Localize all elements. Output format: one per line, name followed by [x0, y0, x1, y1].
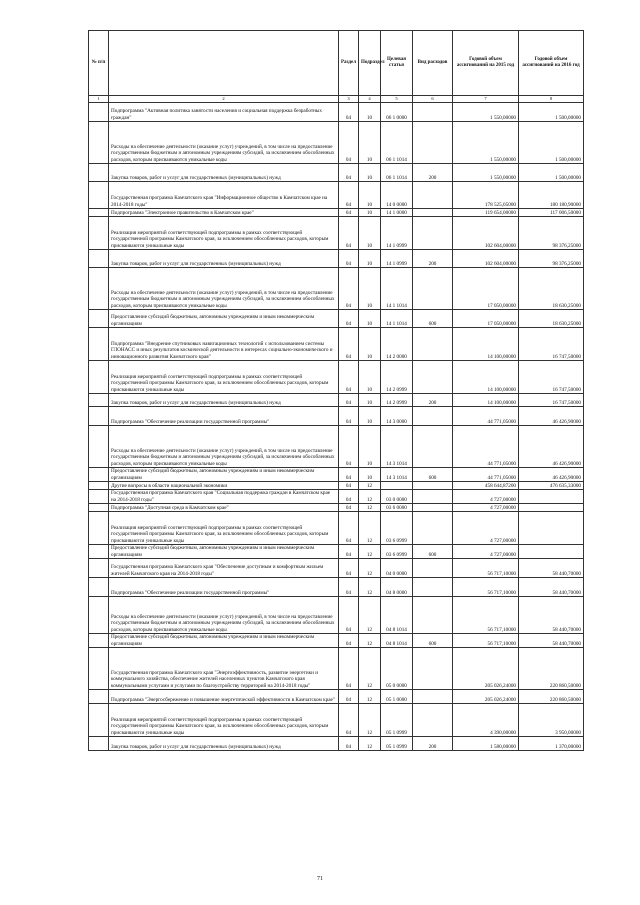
podrazdel-cell: 10 — [359, 407, 381, 426]
expense-type-cell — [413, 407, 453, 426]
header-cell: № п/п — [89, 31, 109, 96]
target-article-cell: 03 6 0999 — [381, 512, 413, 545]
table-body — [89, 103, 584, 751]
row-number-cell — [89, 559, 109, 578]
row-name-cell: Реализация мероприятий соответствующей подпрограммы в рамках соответствующей государственной программы Камчатского края, за исключением обособленных расходов, которым присваиваются уникальные коды — [109, 361, 339, 394]
row-number-cell — [89, 217, 109, 250]
expense-type-cell: 200 — [413, 250, 453, 268]
razdel-cell: 04 — [339, 504, 359, 512]
podrazdel-cell: 10 — [359, 217, 381, 250]
target-article-cell: 04 8 1014 — [381, 634, 413, 648]
table-row — [89, 250, 584, 268]
row-name-cell: Государственная программа Камчатского края "Социальная поддержка граждан в Камчатском крае на 2014-2018 годы" — [109, 490, 339, 504]
amount-2016-cell: 58 440,70000 — [519, 634, 584, 648]
column-number: 6 — [413, 96, 453, 103]
table-row — [89, 648, 584, 690]
amount-2016-cell: 16 747,50000 — [519, 361, 584, 394]
table-row — [89, 490, 584, 504]
razdel-cell: 04 — [339, 545, 359, 559]
podrazdel-cell: 10 — [359, 122, 381, 164]
row-number-cell — [89, 328, 109, 361]
expense-type-cell — [413, 490, 453, 504]
target-article-cell: 14 1 0999 — [381, 217, 413, 250]
amount-2016-cell: 18 630,25000 — [519, 310, 584, 328]
table-row — [89, 704, 584, 737]
podrazdel-cell: 12 — [359, 737, 381, 751]
target-article-cell: 06 1 1014 — [381, 164, 413, 182]
razdel-cell: 04 — [339, 578, 359, 597]
column-number: 1 — [89, 96, 109, 103]
target-article-cell: 14 1 1014 — [381, 268, 413, 310]
razdel-cell: 04 — [339, 182, 359, 209]
amount-2015-cell: 1 550,00000 — [453, 103, 519, 122]
expense-type-cell — [413, 328, 453, 361]
razdel-cell: 04 — [339, 164, 359, 182]
razdel-cell: 04 — [339, 559, 359, 578]
row-number-cell — [89, 407, 109, 426]
row-name-cell: Государственная программа Камчатского края "Информационное общество в Камчатском крае на 2014-2018 годы" — [109, 182, 339, 209]
target-article-cell: 14 3 1014 — [381, 426, 413, 468]
podrazdel-cell: 12 — [359, 690, 381, 704]
target-article-cell: 05 1 0999 — [381, 737, 413, 751]
podrazdel-cell: 12 — [359, 648, 381, 690]
amount-2016-cell: 1 500,00000 — [519, 122, 584, 164]
budget-table-sheet — [88, 30, 583, 751]
amount-2016-cell: 58 440,70000 — [519, 578, 584, 597]
podrazdel-cell: 10 — [359, 268, 381, 310]
row-name-cell: Подпрограмма "Обеспечение реализации государственной программы" — [109, 578, 339, 597]
podrazdel-cell: 10 — [359, 468, 381, 482]
target-article-cell: 03 6 0000 — [381, 504, 413, 512]
column-number: 7 — [453, 96, 519, 103]
table-row — [89, 426, 584, 468]
razdel-cell: 04 — [339, 690, 359, 704]
expense-type-cell — [413, 690, 453, 704]
row-number-cell — [89, 361, 109, 394]
table-row — [89, 217, 584, 250]
header-cell: Целевая статья — [381, 31, 413, 96]
expense-type-cell — [413, 704, 453, 737]
podrazdel-cell: 12 — [359, 578, 381, 597]
row-name-cell: Другие вопросы в области национальной экономики — [109, 482, 339, 490]
razdel-cell: 04 — [339, 737, 359, 751]
amount-2015-cell: 1 580,00000 — [453, 737, 519, 751]
amount-2015-cell: 1 550,00000 — [453, 164, 519, 182]
row-number-cell — [89, 122, 109, 164]
expense-type-cell — [413, 217, 453, 250]
target-article-cell: 14 3 0000 — [381, 407, 413, 426]
amount-2015-cell: 44 771,05000 — [453, 407, 519, 426]
amount-2016-cell: 46 426,90000 — [519, 468, 584, 482]
podrazdel-cell: 10 — [359, 426, 381, 468]
amount-2015-cell: 102 604,00000 — [453, 250, 519, 268]
expense-type-cell: 600 — [413, 310, 453, 328]
amount-2015-cell: 4 727,00000 — [453, 512, 519, 545]
row-name-cell: Закупка товаров, работ и услуг для государственных (муниципальных) нужд — [109, 394, 339, 407]
amount-2016-cell — [519, 545, 584, 559]
budget-table — [88, 30, 584, 751]
row-number-cell — [89, 426, 109, 468]
expense-type-cell: 200 — [413, 737, 453, 751]
table-row — [89, 103, 584, 122]
amount-2016-cell: 46 426,90000 — [519, 426, 584, 468]
row-name-cell: Подпрограмма "Доступная среда в Камчатском крае" — [109, 504, 339, 512]
table-row — [89, 545, 584, 559]
amount-2016-cell: 1 370,00000 — [519, 737, 584, 751]
target-article-cell: 14 1 0999 — [381, 250, 413, 268]
amount-2016-cell: 46 426,90000 — [519, 407, 584, 426]
row-name-cell: Закупка товаров, работ и услуг для государственных (муниципальных) нужд — [109, 164, 339, 182]
expense-type-cell — [413, 559, 453, 578]
row-number-cell — [89, 103, 109, 122]
razdel-cell: 04 — [339, 648, 359, 690]
target-article-cell: 06 1 0000 — [381, 103, 413, 122]
amount-2016-cell: 1 500,00000 — [519, 103, 584, 122]
razdel-cell: 04 — [339, 482, 359, 490]
amount-2015-cell: 44 771,05000 — [453, 426, 519, 468]
amount-2015-cell: 4 727,00000 — [453, 504, 519, 512]
column-number: 8 — [519, 96, 584, 103]
table-row — [89, 578, 584, 597]
razdel-cell: 04 — [339, 250, 359, 268]
column-number: 2 — [109, 96, 339, 103]
amount-2016-cell: 3 950,00000 — [519, 704, 584, 737]
amount-2016-cell: 1 500,00000 — [519, 164, 584, 182]
amount-2015-cell: 17 050,00000 — [453, 268, 519, 310]
row-number-cell — [89, 490, 109, 504]
row-number-cell — [89, 648, 109, 690]
amount-2015-cell: 102 604,00000 — [453, 217, 519, 250]
expense-type-cell — [413, 504, 453, 512]
target-article-cell: 14 2 0999 — [381, 361, 413, 394]
row-number-cell — [89, 164, 109, 182]
target-article-cell: 05 1 0000 — [381, 690, 413, 704]
expense-type-cell: 600 — [413, 634, 453, 648]
target-article-cell: 04 0 0000 — [381, 559, 413, 578]
amount-2015-cell: 458 644,87200 — [453, 482, 519, 490]
razdel-cell: 04 — [339, 103, 359, 122]
row-name-cell: Реализация мероприятий соответствующей подпрограммы в рамках соответствующей государственной программы Камчатского края, за исключением обособленных расходов, которым присваиваются уникальные коды — [109, 704, 339, 737]
podrazdel-cell: 10 — [359, 310, 381, 328]
target-article-cell: 14 3 1014 — [381, 468, 413, 482]
expense-type-cell: 600 — [413, 468, 453, 482]
podrazdel-cell: 10 — [359, 250, 381, 268]
amount-2016-cell: 98 376,25000 — [519, 250, 584, 268]
table-row — [89, 504, 584, 512]
table-row — [89, 512, 584, 545]
razdel-cell: 04 — [339, 217, 359, 250]
target-article-cell: 05 0 0000 — [381, 648, 413, 690]
podrazdel-cell: 12 — [359, 504, 381, 512]
row-name-cell: Расходы на обеспечение деятельности (оказание услуг) учреждений, в том числе на предоставление государственным бюджетным и автономным учреждениям субсидий, за исключением обособленных расходов, которым присваиваются уникальные коды — [109, 426, 339, 468]
podrazdel-cell: 10 — [359, 103, 381, 122]
amount-2015-cell: 14 100,00000 — [453, 328, 519, 361]
amount-2016-cell: 16 747,50000 — [519, 328, 584, 361]
row-number-cell — [89, 504, 109, 512]
razdel-cell: 04 — [339, 268, 359, 310]
row-number-cell — [89, 704, 109, 737]
page-number: 71 — [317, 876, 323, 882]
expense-type-cell — [413, 209, 453, 217]
expense-type-cell — [413, 578, 453, 597]
row-name-cell: Закупка товаров, работ и услуг для государственных (муниципальных) нужд — [109, 250, 339, 268]
row-number-cell — [89, 482, 109, 490]
razdel-cell: 04 — [339, 209, 359, 217]
expense-type-cell — [413, 512, 453, 545]
target-article-cell: 14 2 0000 — [381, 328, 413, 361]
amount-2015-cell: 4 727,00000 — [453, 545, 519, 559]
target-article-cell: 06 1 1014 — [381, 122, 413, 164]
amount-2015-cell: 205 026,24000 — [453, 648, 519, 690]
row-number-cell — [89, 468, 109, 482]
expense-type-cell — [413, 103, 453, 122]
podrazdel-cell: 12 — [359, 597, 381, 634]
row-name-cell: Расходы на обеспечение деятельности (оказание услуг) учреждений, в том числе на предоставление государственным бюджетным и автономным учреждениям субсидий, за исключением обособленных расходов, которым присваиваются уникальные коды — [109, 122, 339, 164]
razdel-cell: 04 — [339, 634, 359, 648]
amount-2016-cell — [519, 512, 584, 545]
target-article-cell: 14 2 0999 — [381, 394, 413, 407]
amount-2015-cell: 56 717,10000 — [453, 578, 519, 597]
row-name-cell: Расходы на обеспечение деятельности (оказание услуг) учреждений, в том числе на предоставление государственным бюджетным и автономным учреждениям субсидий, за исключением обособленных расходов, которым присваиваются уникальные коды — [109, 268, 339, 310]
row-name-cell: Предоставление субсидий бюджетным, автономным учреждениям и иным некоммерческим организациям — [109, 634, 339, 648]
row-number-cell — [89, 545, 109, 559]
amount-2015-cell: 205 026,24000 — [453, 690, 519, 704]
podrazdel-cell: 12 — [359, 490, 381, 504]
table-row — [89, 122, 584, 164]
row-number-cell — [89, 634, 109, 648]
header-cell: Годовой объем ассигнований на 2016 год — [519, 31, 584, 96]
razdel-cell: 04 — [339, 597, 359, 634]
expense-type-cell — [413, 361, 453, 394]
expense-type-cell — [413, 648, 453, 690]
table-row — [89, 164, 584, 182]
column-number: 3 — [339, 96, 359, 103]
razdel-cell: 04 — [339, 310, 359, 328]
podrazdel-cell: 12 — [359, 634, 381, 648]
row-number-cell — [89, 737, 109, 751]
row-name-cell: Подпрограмма "Энергосбережение и повышение энергетической эффективности в Камчатском крае" — [109, 690, 339, 704]
podrazdel-cell: 10 — [359, 164, 381, 182]
table-row — [89, 361, 584, 394]
expense-type-cell: 600 — [413, 545, 453, 559]
row-name-cell: Предоставление субсидий бюджетным, автономным учреждениям и иным некоммерческим организациям — [109, 310, 339, 328]
amount-2015-cell: 119 654,00000 — [453, 209, 519, 217]
row-number-cell — [89, 690, 109, 704]
target-article-cell: 03 0 0000 — [381, 490, 413, 504]
amount-2015-cell: 56 717,10000 — [453, 559, 519, 578]
expense-type-cell: 200 — [413, 164, 453, 182]
table-row — [89, 182, 584, 209]
row-name-cell: Государственная программа Камчатского края "Энергоэффективность, развитие энергетики и коммунального хозяйства, обеспечение жителей населенных пунктов Камчатского края коммунальными услугами и услугами по благоустройству территорий на 2014-2018 годы" — [109, 648, 339, 690]
amount-2015-cell: 56 717,10000 — [453, 597, 519, 634]
target-article-cell: 03 6 0999 — [381, 545, 413, 559]
amount-2016-cell: 16 747,50000 — [519, 394, 584, 407]
razdel-cell: 04 — [339, 122, 359, 164]
amount-2015-cell: 44 771,05000 — [453, 468, 519, 482]
amount-2015-cell: 4 727,00000 — [453, 490, 519, 504]
amount-2015-cell: 56 717,10000 — [453, 634, 519, 648]
header-cell: Подраздел — [359, 31, 381, 96]
row-name-cell: Расходы на обеспечение деятельности (оказание услуг) учреждений, в том числе на предоставление государственным бюджетным и автономным учреждениям субсидий, за исключением обособленных расходов, которым присваиваются уникальные коды — [109, 597, 339, 634]
amount-2016-cell — [519, 504, 584, 512]
table-row — [89, 407, 584, 426]
razdel-cell: 04 — [339, 490, 359, 504]
podrazdel-cell: 10 — [359, 209, 381, 217]
amount-2015-cell: 1 550,00000 — [453, 122, 519, 164]
amount-2015-cell: 14 100,00000 — [453, 394, 519, 407]
row-name-cell: Государственная программа Камчатского края "Обеспечение доступным и комфортным жильем жителей Камчатского края на 2014-2018 годы" — [109, 559, 339, 578]
expense-type-cell — [413, 122, 453, 164]
podrazdel-cell: 12 — [359, 512, 381, 545]
razdel-cell: 04 — [339, 512, 359, 545]
podrazdel-cell: 10 — [359, 328, 381, 361]
razdel-cell: 04 — [339, 468, 359, 482]
target-article-cell: 04 8 1014 — [381, 597, 413, 634]
row-number-cell — [89, 250, 109, 268]
row-number-cell — [89, 597, 109, 634]
razdel-cell: 04 — [339, 426, 359, 468]
expense-type-cell — [413, 482, 453, 490]
amount-2016-cell: 98 376,25000 — [519, 217, 584, 250]
amount-2015-cell: 17 050,00000 — [453, 310, 519, 328]
header-cell — [109, 31, 339, 96]
amount-2015-cell: 178 525,05000 — [453, 182, 519, 209]
row-name-cell: Подпрограмма "Обеспечение реализации государственной программы" — [109, 407, 339, 426]
razdel-cell: 04 — [339, 361, 359, 394]
row-name-cell: Реализация мероприятий соответствующей подпрограммы в рамках соответствующей государственной программы Камчатского края, за исключением обособленных расходов, которым присваиваются уникальные коды — [109, 217, 339, 250]
column-number-row — [89, 96, 584, 103]
row-name-cell: Подпрограмма "Активная политика занятости населения и социальная поддержка безработных граждан" — [109, 103, 339, 122]
row-number-cell — [89, 578, 109, 597]
target-article-cell: 14 1 1014 — [381, 310, 413, 328]
table-row — [89, 268, 584, 310]
razdel-cell: 04 — [339, 328, 359, 361]
row-name-cell: Подпрограмма "Электронное правительство в Камчатском крае" — [109, 209, 339, 217]
table-row — [89, 328, 584, 361]
podrazdel-cell: 12 — [359, 559, 381, 578]
amount-2016-cell: 58 440,70000 — [519, 559, 584, 578]
amount-2016-cell: 117 006,50000 — [519, 209, 584, 217]
amount-2016-cell: 220 860,50000 — [519, 648, 584, 690]
podrazdel-cell: 10 — [359, 394, 381, 407]
amount-2015-cell: 14 100,00000 — [453, 361, 519, 394]
amount-2016-cell: 220 860,50000 — [519, 690, 584, 704]
table-row — [89, 310, 584, 328]
target-article-cell: 14 0 0000 — [381, 182, 413, 209]
column-number: 5 — [381, 96, 413, 103]
table-row — [89, 394, 584, 407]
target-article-cell: 14 1 0000 — [381, 209, 413, 217]
table-row — [89, 482, 584, 490]
amount-2015-cell: 4 390,00000 — [453, 704, 519, 737]
table-row — [89, 690, 584, 704]
amount-2016-cell: 476 635,33000 — [519, 482, 584, 490]
expense-type-cell — [413, 426, 453, 468]
target-article-cell: 04 8 0000 — [381, 578, 413, 597]
table-row — [89, 209, 584, 217]
expense-type-cell — [413, 268, 453, 310]
table-row — [89, 559, 584, 578]
table-row — [89, 468, 584, 482]
razdel-cell: 04 — [339, 704, 359, 737]
header-row — [89, 31, 584, 96]
row-number-cell — [89, 268, 109, 310]
row-name-cell: Предоставление субсидий бюджетным, автономным учреждениям и иным некоммерческим организациям — [109, 545, 339, 559]
header-cell: Раздел — [339, 31, 359, 96]
header-cell: Годовой объем ассигнований на 2015 год — [453, 31, 519, 96]
table-row — [89, 737, 584, 751]
podrazdel-cell: 10 — [359, 361, 381, 394]
expense-type-cell: 200 — [413, 394, 453, 407]
row-number-cell — [89, 182, 109, 209]
podrazdel-cell: 12 — [359, 482, 381, 490]
razdel-cell: 04 — [339, 394, 359, 407]
row-number-cell — [89, 310, 109, 328]
razdel-cell: 04 — [339, 407, 359, 426]
amount-2016-cell: 58 440,70000 — [519, 597, 584, 634]
row-number-cell — [89, 512, 109, 545]
header-cell: Вид расходов — [413, 31, 453, 96]
expense-type-cell — [413, 182, 453, 209]
row-name-cell: Реализация мероприятий соответствующей подпрограммы в рамках соответствующей государственной программы Камчатского края, за исключением обособленных расходов, которым присваиваются уникальные коды — [109, 512, 339, 545]
table-row — [89, 634, 584, 648]
column-number: 4 — [359, 96, 381, 103]
row-name-cell: Подпрограмма "Внедрение спутниковых навигационных технологий с использованием системы ГЛОНАСС и иных результатов космической деятельности в интересах социально-экономического и инновационного развития Камчатского края" — [109, 328, 339, 361]
amount-2016-cell: 18 630,25000 — [519, 268, 584, 310]
target-article-cell: 05 1 0999 — [381, 704, 413, 737]
amount-2016-cell: 180 180,90000 — [519, 182, 584, 209]
amount-2016-cell — [519, 490, 584, 504]
row-number-cell — [89, 394, 109, 407]
target-article-cell — [381, 482, 413, 490]
podrazdel-cell: 10 — [359, 182, 381, 209]
row-name-cell: Закупка товаров, работ и услуг для государственных (муниципальных) нужд — [109, 737, 339, 751]
row-number-cell — [89, 209, 109, 217]
row-name-cell: Предоставление субсидий бюджетным, автономным учреждениям и иным некоммерческим организациям — [109, 468, 339, 482]
podrazdel-cell: 12 — [359, 704, 381, 737]
expense-type-cell — [413, 597, 453, 634]
table-row — [89, 597, 584, 634]
podrazdel-cell: 12 — [359, 545, 381, 559]
